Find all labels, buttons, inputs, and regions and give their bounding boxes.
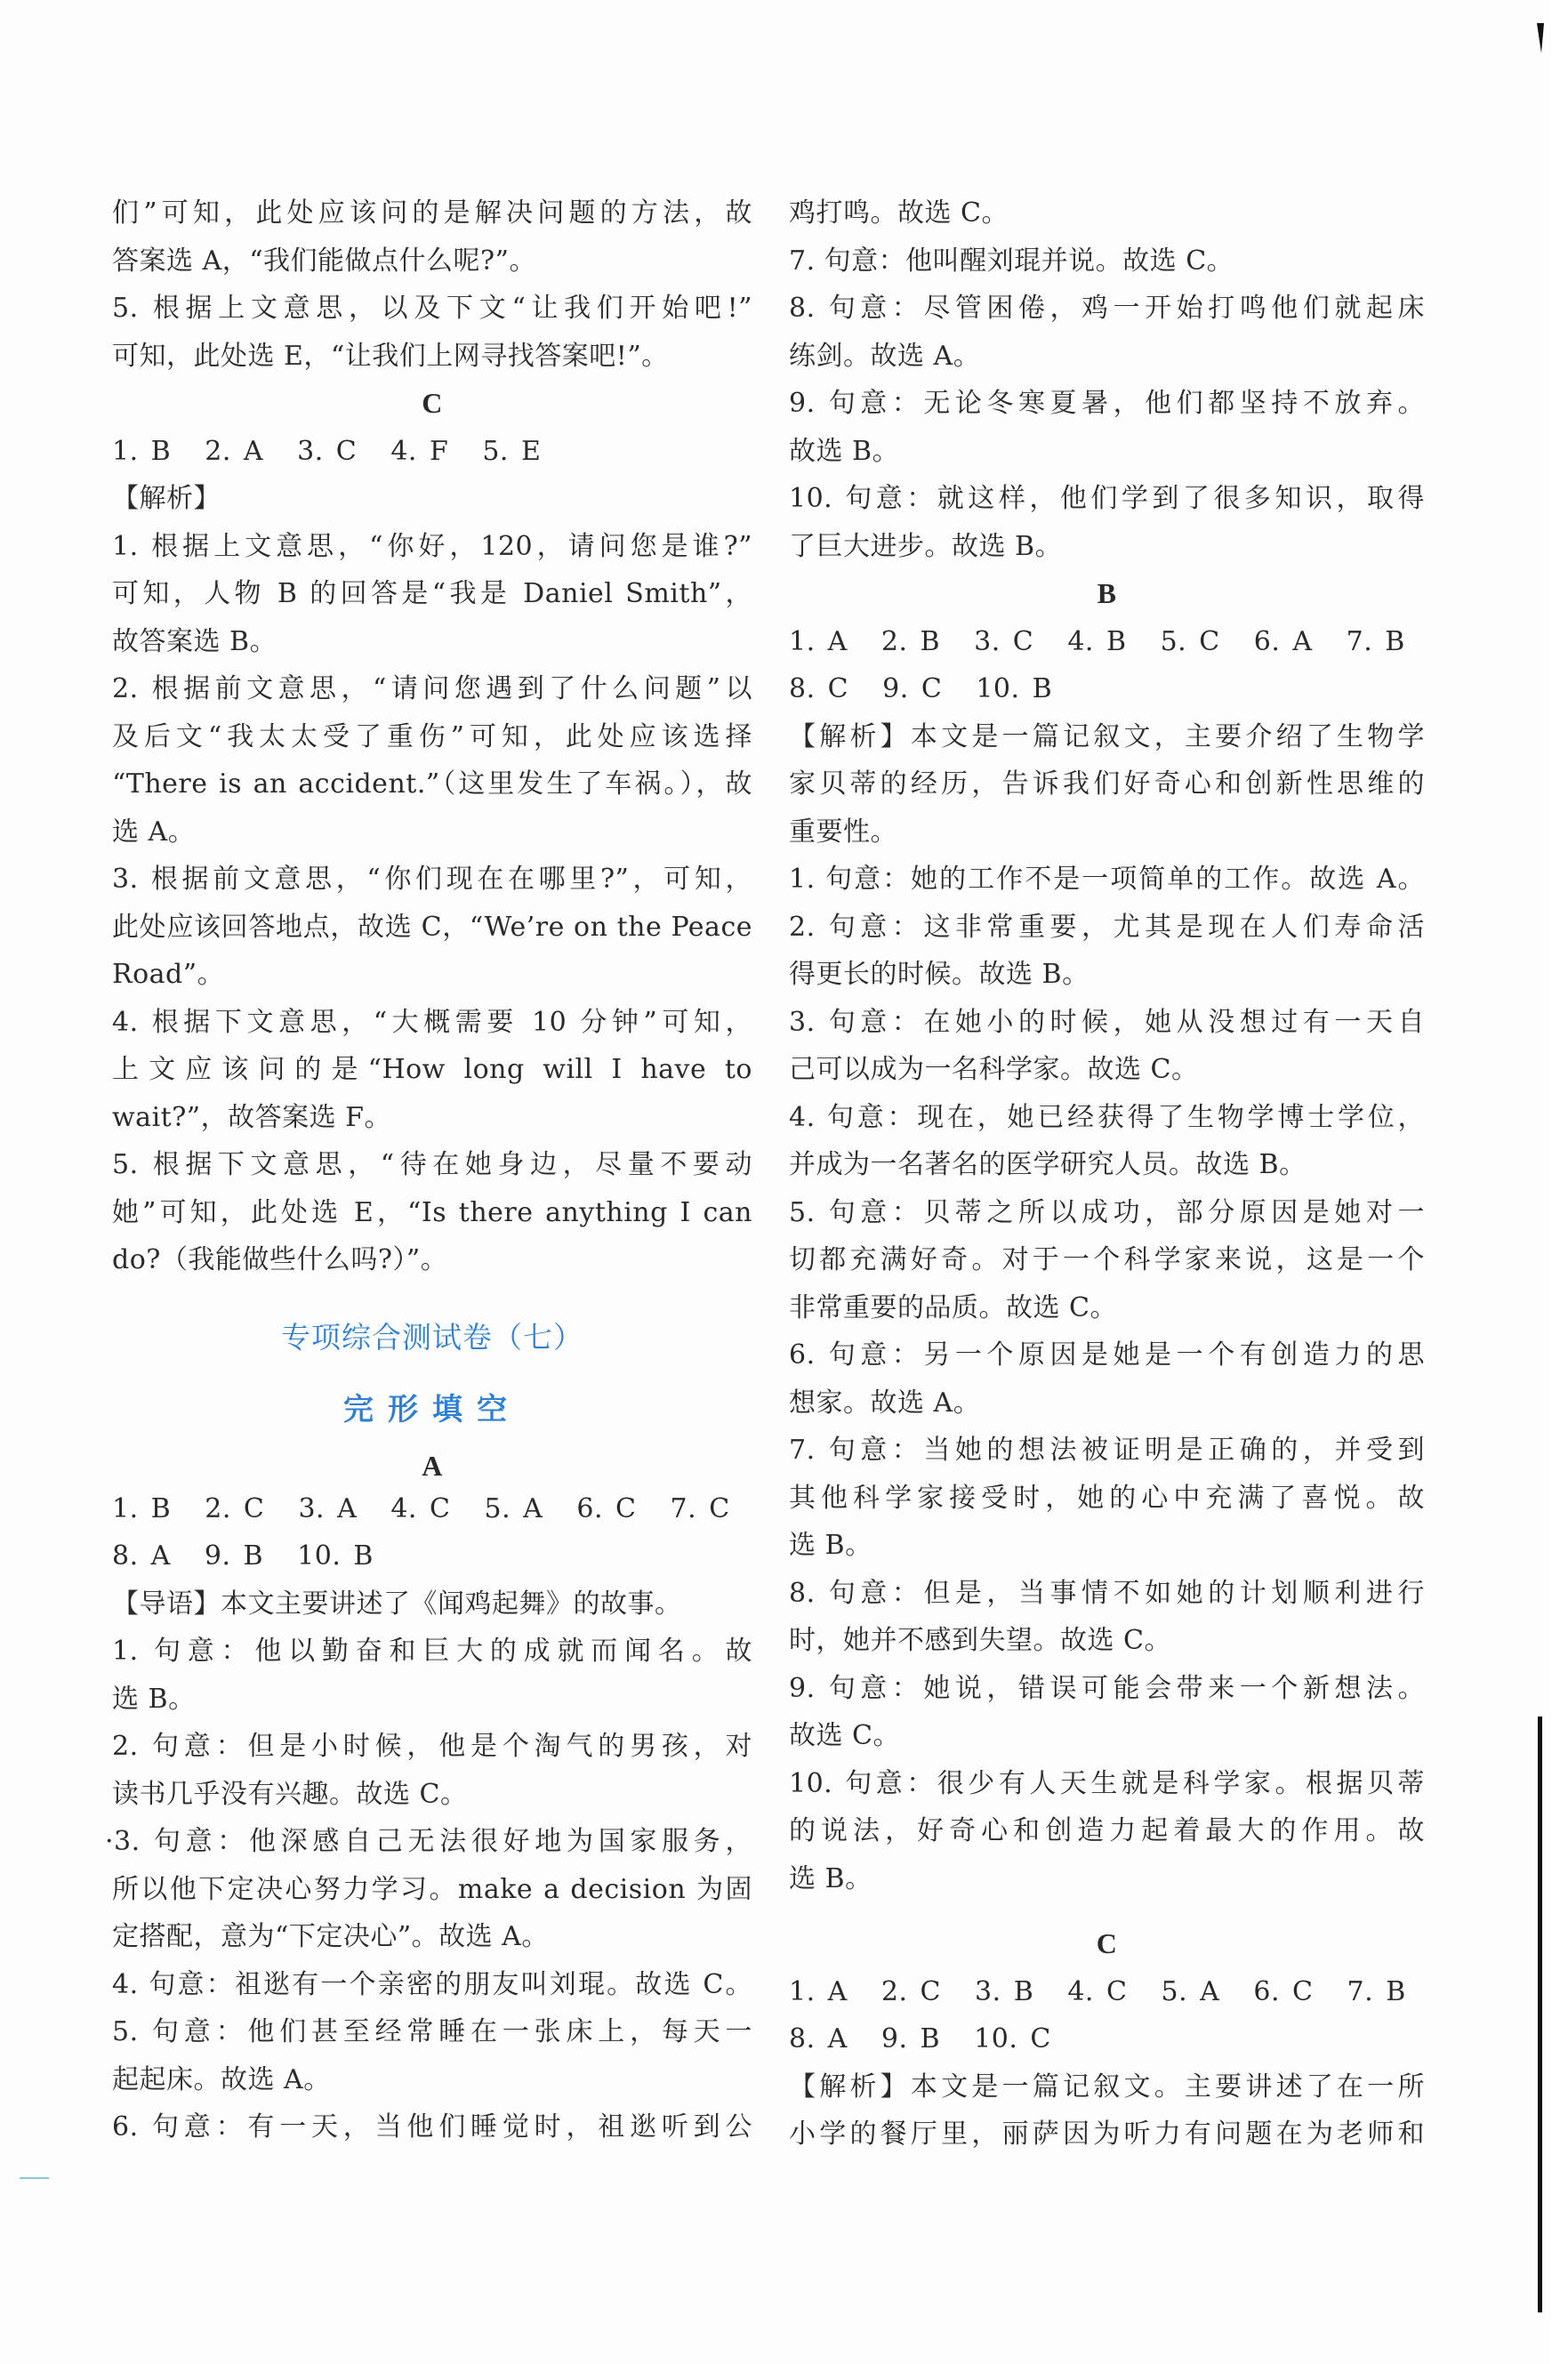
text-line: 4. 句意：现在，她已经获得了生物学博士学位， — [789, 1101, 1425, 1133]
text-line: 并成为一名著名的医学研究人员。故选 B。 — [789, 1149, 1307, 1180]
text-line: 7. 句意：他叫醒刘琨并说。故选 C。 — [789, 245, 1234, 277]
answer-item: 9. B — [880, 2023, 941, 2054]
text-line: 4. 根据下文意思，“大概需要 10 分钟”可知， — [112, 1006, 752, 1038]
text-line: 切都充满好奇。对于一个科学家来说，这是一个 — [789, 1244, 1425, 1275]
binding-shadow — [1538, 1717, 1542, 2312]
guide-line: 【导语】本文主要讲述了《闻鸡起舞》的故事。 — [112, 1588, 682, 1620]
text-line: 1. 句意：他以勤奋和巨大的成就而闻名。故 — [112, 1636, 752, 1667]
text-line: 【解析】本文是一篇记叙文，主要介绍了生物学 — [789, 720, 1425, 752]
text-line: 5. 根据上文意思，以及下文“让我们开始吧!” — [112, 293, 752, 324]
answer-item: 4. F — [390, 435, 449, 467]
answer-item: 1. A — [789, 1975, 848, 2007]
answer-item: 3. B — [975, 1975, 1034, 2007]
text-line: 7. 句意：当她的想法被证明是正确的，并受到 — [789, 1435, 1425, 1466]
answer-item: 6. A — [1253, 625, 1313, 657]
text-line: 选 B。 — [789, 1862, 872, 1894]
answer-key — [112, 428, 752, 476]
text-line: 了巨大进步。故选 B。 — [789, 530, 1063, 562]
answer-item: 10. C — [974, 2023, 1051, 2054]
answer-item: 9. C — [882, 673, 943, 704]
answer-key — [112, 1485, 752, 1533]
text-line: 3. 句意：在她小的时候，她从没想过有一天自 — [789, 1006, 1425, 1038]
text-line: 故选 C。 — [789, 1720, 900, 1751]
text-line: ·3. 句意：他深感自己无法很好地为国家服务， — [105, 1826, 752, 1857]
text-line: 此处应该回答地点，故选 C，“We’re on the Peace — [112, 911, 752, 943]
answer-item: 4. C — [1067, 1975, 1128, 2007]
text-line: 己可以成为一名科学家。故选 C。 — [789, 1054, 1199, 1085]
text-line: 其他科学家接受时，她的心中充满了喜悦。故 — [789, 1482, 1425, 1514]
answer-item: 7. B — [1347, 1975, 1406, 2007]
text-line: 时，她并不感到失望。故选 C。 — [789, 1625, 1171, 1656]
text-line: 1. 句意：她的工作不是一项简单的工作。故选 A。 — [789, 864, 1425, 895]
text-line: 1. 根据上文意思，“你好，120，请问您是谁?” — [112, 530, 752, 562]
text-line: 3. 根据前文意思，“你们现在在哪里?”，可知， — [112, 864, 752, 895]
test-subtitle: 完形填空 — [343, 1391, 521, 1427]
text-line: 鸡打鸣。故选 C。 — [789, 197, 1009, 229]
text-line: 5. 句意：贝蒂之所以成功，部分原因是她对一 — [789, 1196, 1425, 1228]
answer-item: 3. C — [297, 435, 358, 467]
right-column — [789, 189, 1425, 2159]
left-column — [105, 189, 752, 2151]
answer-item: 2. A — [205, 435, 264, 467]
answer-item: 4. C — [390, 1492, 451, 1524]
text-line: “There is an accident.”（这里发生了车祸。），故 — [112, 768, 752, 800]
text-line: 2. 句意：这非常重要，尤其是现在人们寿命活 — [789, 911, 1425, 943]
text-line: 8. 句意：但是，当事情不如她的计划顺利进行 — [789, 1577, 1425, 1609]
text-line: 9. 句意：无论冬寒夏暑，他们都坚持不放弃。 — [789, 388, 1425, 419]
text-line: 5. 根据下文意思，“待在她身边，尽量不要动 — [112, 1149, 752, 1180]
answer-item: 10. B — [297, 1540, 374, 1572]
text-line: 答案选 A，“我们能做点什么呢?”。 — [112, 245, 536, 277]
answer-item: 3. A — [298, 1492, 358, 1524]
text-line: 非常重要的品质。故选 C。 — [789, 1291, 1117, 1323]
text-line: 们”可知，此处应该问的是解决问题的方法，故 — [112, 197, 752, 229]
text-line: 5. 句意：他们甚至经常睡在一张床上，每天一 — [112, 2016, 752, 2047]
answer-item: 6. C — [576, 1492, 637, 1524]
text-line: Road”。 — [112, 959, 225, 990]
text-line: 故答案选 B。 — [112, 625, 277, 657]
text-line: 家贝蒂的经历，告诉我们好奇心和创新性思维的 — [789, 768, 1425, 800]
answer-item: 8. A — [789, 2023, 848, 2054]
text-line: 选 B。 — [112, 1683, 196, 1715]
spacer — [789, 1902, 1425, 1920]
crop-mark — [1537, 23, 1544, 53]
text-line: 6. 句意：另一个原因是她是一个有创造力的思 — [789, 1339, 1425, 1371]
text-line: 的说法，好奇心和创造力起着最大的作用。故 — [789, 1815, 1425, 1846]
section-heading-b: B — [1097, 577, 1117, 609]
page-edge — [1552, 0, 1568, 2364]
text-line: 10. 句意：就这样，他们学到了很多知识，取得 — [789, 483, 1425, 514]
answer-item: 5. C — [1160, 625, 1220, 657]
text-line: 小学的餐厅里，丽萨因为听力有问题在为老师和 — [789, 2119, 1425, 2150]
answer-item: 1. B — [112, 1492, 172, 1524]
text-line: wait?”，故答案选 F。 — [112, 1101, 391, 1133]
answer-item: 5. A — [484, 1492, 543, 1524]
answer-item: 1. B — [112, 435, 172, 467]
answer-key — [112, 1532, 752, 1580]
text-line: 练剑。故选 A。 — [789, 340, 981, 372]
answer-item: 5. A — [1161, 1975, 1220, 2007]
text-line: 10. 句意：很少有人天生就是科学家。根据贝蒂 — [789, 1767, 1425, 1799]
test-title: 专项综合测试卷（七） — [281, 1319, 583, 1355]
answer-item: 4. B — [1067, 625, 1127, 657]
text-line: 定搭配，意为“下定决心”。故选 A。 — [112, 1921, 549, 1952]
answer-item: 6. C — [1253, 1975, 1314, 2007]
text-line: 故选 B。 — [789, 435, 900, 467]
answer-item: 2. C — [880, 1975, 941, 2007]
answer-item: 2. B — [880, 625, 941, 657]
text-line: 2. 句意：但是小时候，他是个淘气的男孩，对 — [112, 1731, 752, 1762]
answer-item: 8. C — [789, 673, 849, 704]
answer-key — [789, 665, 1425, 713]
answer-key — [789, 1968, 1425, 2016]
text-line: 6. 句意：有一天，当他们睡觉时，祖逖听到公 — [112, 2111, 752, 2143]
text-line: 可知，此处选 E，“让我们上网寻找答案吧!”。 — [112, 340, 669, 372]
section-heading-c2: C — [1096, 1927, 1118, 1959]
text-line: 读书几乎没有兴趣。故选 C。 — [112, 1778, 468, 1810]
answer-item: 8. A — [112, 1540, 171, 1572]
section-heading-c: C — [422, 387, 443, 419]
text-line: 起起床。故选 A。 — [112, 2063, 331, 2095]
text-line: 可知，人物 B 的回答是“我是 Daniel Smith”， — [112, 578, 752, 609]
analysis-label: 【解析】 — [112, 483, 221, 514]
text-line: 重要性。 — [789, 816, 897, 848]
margin-mark — [20, 2177, 49, 2179]
text-line: 【解析】本文是一篇记叙文。主要讲述了在一所 — [789, 2071, 1425, 2103]
answer-item: 7. C — [670, 1492, 730, 1524]
text-line: 2. 根据前文意思，“请问您遇到了什么问题”以 — [112, 673, 752, 704]
text-line: 4. 句意：祖逖有一个亲密的朋友叫刘琨。故选 C。 — [112, 1968, 752, 2000]
answer-item: 10. B — [976, 673, 1053, 704]
answer-item: 1. A — [789, 625, 848, 657]
answer-key — [789, 2015, 1425, 2063]
answer-item: 5. E — [482, 435, 542, 467]
text-line: 选 B。 — [789, 1530, 872, 1561]
text-line: 她”可知，此处选 E，“Is there anything I can — [112, 1196, 752, 1228]
text-line: do?（我能做些什么吗?）”。 — [112, 1244, 448, 1275]
section-heading-a: A — [422, 1449, 443, 1482]
answer-item: 9. B — [204, 1540, 264, 1572]
text-line: 及后文“我太太受了重伤”可知，此处应该选择 — [112, 720, 752, 752]
spacer — [112, 1284, 752, 1302]
text-line: 上文应该问的是“How long will I have to — [112, 1054, 752, 1085]
text-line: 选 A。 — [112, 816, 196, 848]
answer-item: 7. B — [1346, 625, 1405, 657]
answer-item: 3. C — [974, 625, 1034, 657]
text-line: 想家。故选 A。 — [789, 1387, 981, 1419]
answer-item: 2. C — [205, 1492, 265, 1524]
text-line: 得更长的时候。故选 B。 — [789, 959, 1090, 990]
text-line: 9. 句意：她说，错误可能会带来一个新想法。 — [789, 1672, 1425, 1704]
answer-key — [789, 618, 1425, 666]
text-line: 所以他下定决心努力学习。make a decision 为固 — [112, 1873, 752, 1905]
text-line: 8. 句意：尽管困倦，鸡一开始打鸣他们就起床 — [789, 293, 1425, 324]
